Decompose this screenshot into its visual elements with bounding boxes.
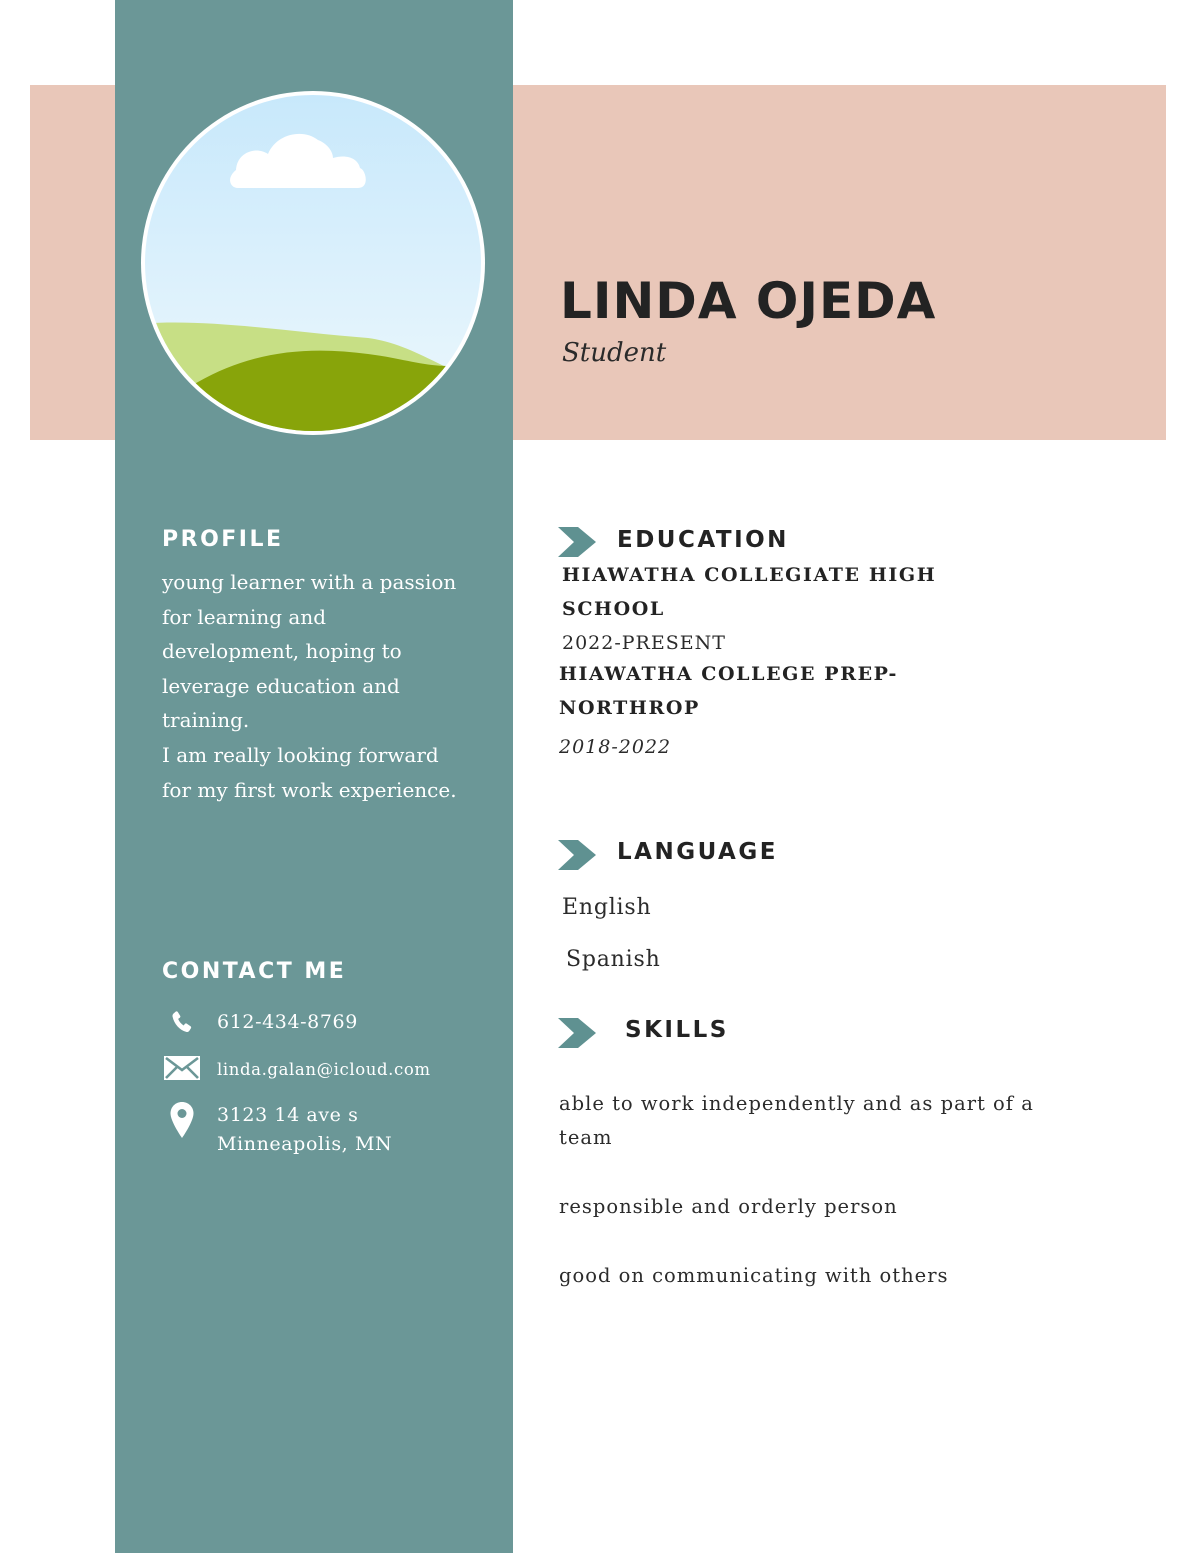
school-name: HIAWATHA COLLEGIATE HIGH SCHOOL — [562, 564, 937, 620]
candidate-role: Student — [562, 338, 667, 368]
contact-phone — [162, 1008, 358, 1040]
language-item: Spanish — [566, 947, 661, 972]
address-text — [217, 1101, 392, 1159]
candidate-name: LINDA OJEDA — [560, 272, 937, 330]
contact-heading: CONTACT ME — [162, 959, 347, 984]
address-line: Minneapolis, MN — [217, 1133, 393, 1155]
language-item: English — [562, 895, 652, 920]
contact-address — [162, 1101, 392, 1159]
skill-item: responsible and orderly person — [559, 1195, 898, 1218]
location-pin-icon — [162, 1101, 202, 1141]
chevron-arrow-icon — [558, 1018, 598, 1048]
skill-item: able to work independently and as part of a team — [559, 1092, 1034, 1149]
phone-icon — [162, 1008, 202, 1040]
skills-heading: SKILLS — [625, 1017, 729, 1043]
skill-item: good on communicating with others — [559, 1264, 949, 1287]
envelope-icon — [162, 1055, 202, 1087]
chevron-arrow-icon — [558, 840, 598, 870]
profile-paragraph: I am really looking forward for my first work experience. — [162, 742, 457, 802]
profile-text — [162, 565, 462, 807]
profile-paragraph: young learner with a passion for learning and development, hoping to leverage education and training. — [162, 570, 457, 733]
contact-email — [162, 1055, 431, 1087]
email-address[interactable]: linda.galan@icloud.com — [217, 1060, 431, 1079]
school-years: 2022-PRESENT — [562, 632, 726, 654]
education-heading: EDUCATION — [617, 527, 789, 553]
profile-heading: PROFILE — [162, 527, 284, 552]
school-name: HIAWATHA COLLEGE PREP-NORTHROP — [559, 663, 898, 719]
phone-number[interactable]: 612-434-8769 — [217, 1011, 358, 1033]
photo-placeholder-icon — [138, 88, 488, 438]
chevron-arrow-icon — [558, 527, 598, 557]
address-line: 3123 14 ave s — [217, 1104, 359, 1126]
school-years: 2018-2022 — [559, 736, 672, 758]
language-heading: LANGUAGE — [617, 839, 778, 865]
